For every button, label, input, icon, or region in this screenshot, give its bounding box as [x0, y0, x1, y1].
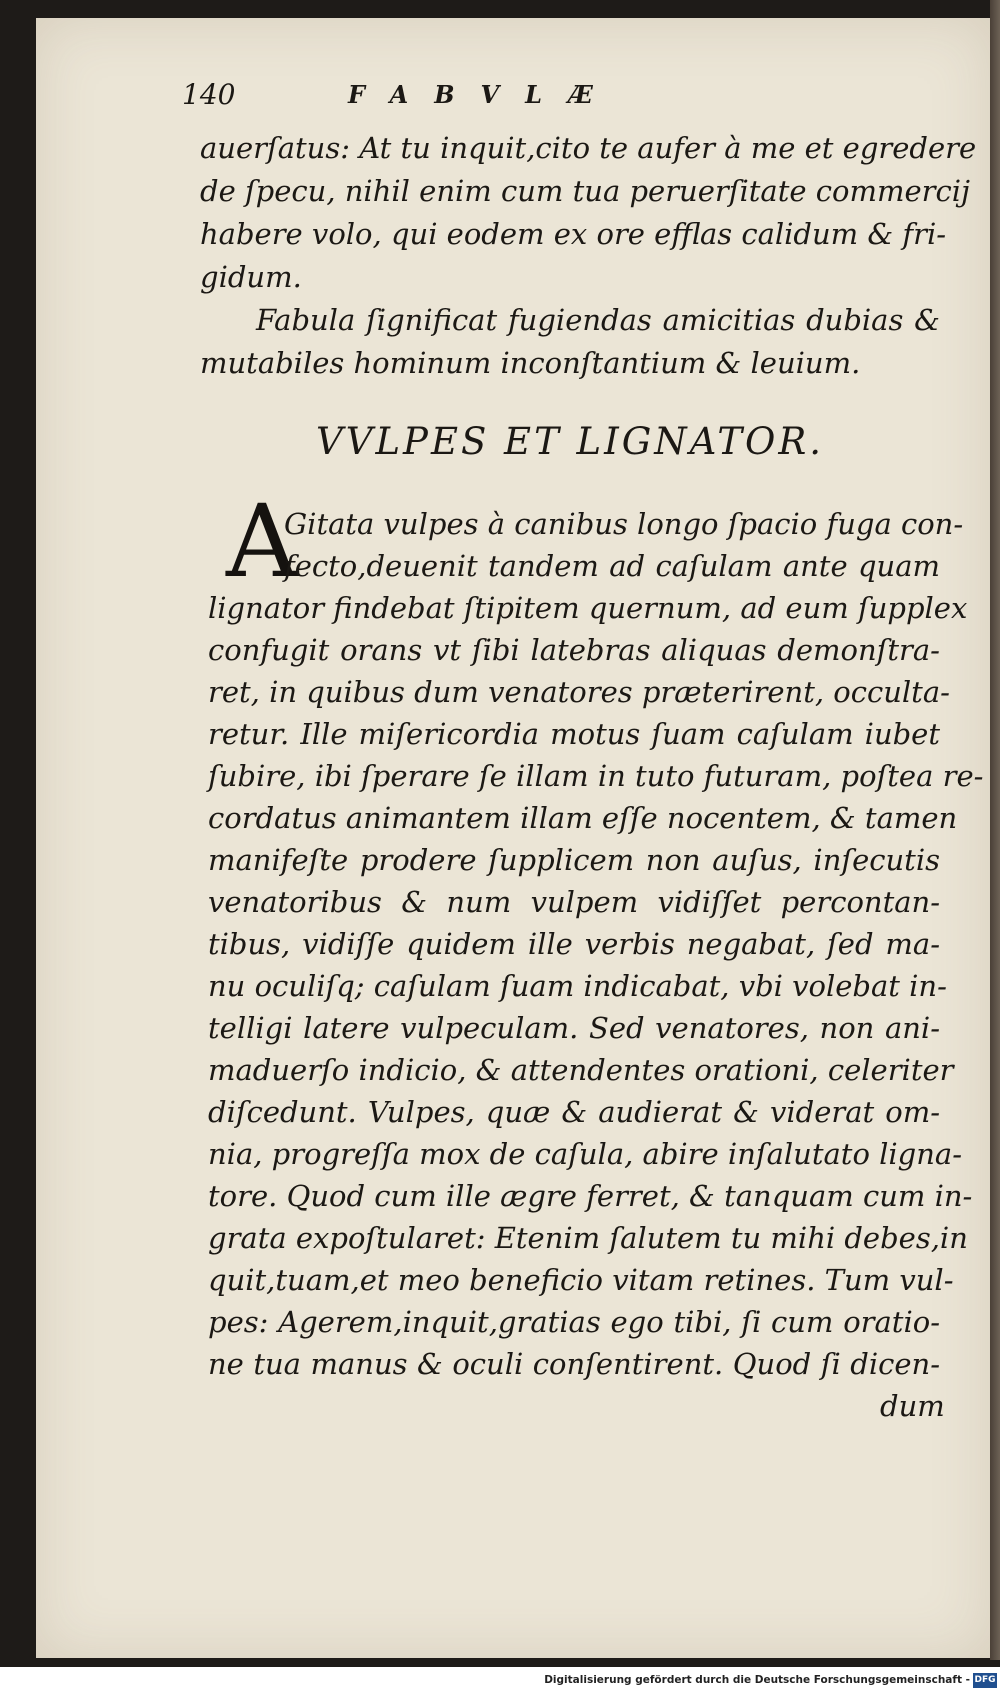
text-line: nia, progreſſa mox de caſula, abire inſalutato ligna- [208, 1137, 962, 1171]
text-line: retur. Ille miſericordia motus ſuam caſulam iubet [208, 717, 940, 751]
text-line: auerſatus: At tu inquit,cito te aufer à me et egredere [200, 131, 977, 165]
text-line: maduerſo indicio, & attendentes orationi, celeriter [208, 1053, 954, 1087]
text-line: cordatus animantem illam eſſe nocentem, & tamen [208, 801, 958, 835]
text-line: nu oculiſq; caſulam ſuam indicabat, vbi volebat in- [208, 969, 947, 1003]
text-line: habere volo, qui eodem ex ore efflas calidum & fri- [200, 217, 947, 251]
text-line: confugit orans vt ſibi latebras aliquas demonſtra- [208, 633, 940, 667]
text-line: lignator findebat ſtipitem quernum, ad eum ſupplex [208, 591, 968, 625]
moral-line: Fabula ſignificat fugiendas amicitias dubias & [256, 303, 940, 337]
text-line: ret, in quibus dum venatores præterirent, occulta- [208, 675, 950, 709]
text-line: venatoribus & num vulpem vidiſſet percontan- [208, 885, 940, 919]
text-line: gidum. [200, 260, 302, 294]
text-line: grata expoſtularet: Etenim ſalutem tu mihi debes,in [208, 1221, 968, 1255]
fable-heading: VVLPES ET LIGNATOR. [316, 420, 824, 463]
page-edge [990, 0, 1000, 1660]
digitization-footer [0, 1667, 1000, 1697]
text-line: telligi latere vulpeculam. Sed venatores, non ani- [208, 1011, 940, 1045]
running-head [182, 78, 742, 118]
dfg-logo: DFG [973, 1673, 997, 1688]
text-line: diſcedunt. Vulpes, quæ & audierat & viderat om- [208, 1095, 940, 1129]
text-line: tore. Quod cum ille ægre ferret, & tanquam cum in- [208, 1179, 973, 1213]
text-line: quit,tuam,et meo beneficio vitam retines. Tum vul- [208, 1263, 954, 1297]
catchword: dum [880, 1389, 945, 1423]
text-line: Gitata vulpes à canibus longo ſpacio fuga con- [284, 507, 964, 541]
text-line: manifeſte prodere ſupplicem non auſus, inſecutis [208, 843, 940, 877]
text-line: ne tua manus & oculi conſentirent. Quod ſi dicen- [208, 1347, 940, 1381]
drop-cap-initial: A [226, 483, 299, 600]
text-line: tibus, vidiſſe quidem ille verbis negabat, ſed ma- [208, 927, 940, 961]
running-title: FABVLÆ [348, 80, 619, 109]
page-number: 140 [182, 78, 236, 111]
text-line: de ſpecu, nihil enim cum tua peruerſitate commercij [200, 174, 970, 208]
text-line: ſubire, ibi ſperare ſe illam in tuto futuram, poſtea re- [208, 759, 984, 793]
moral-line: mutabiles hominum inconſtantium & leuium. [200, 346, 861, 380]
text-line: pes: Agerem,inquit,gratias ego tibi, ſi cum oratio- [208, 1305, 940, 1339]
text-line: fecto,deuenit tandem ad caſulam ante quam [284, 549, 940, 583]
funding-credit: Digitalisierung gefördert durch die Deutsche Forschungsgemeinschaft - [544, 1674, 970, 1686]
